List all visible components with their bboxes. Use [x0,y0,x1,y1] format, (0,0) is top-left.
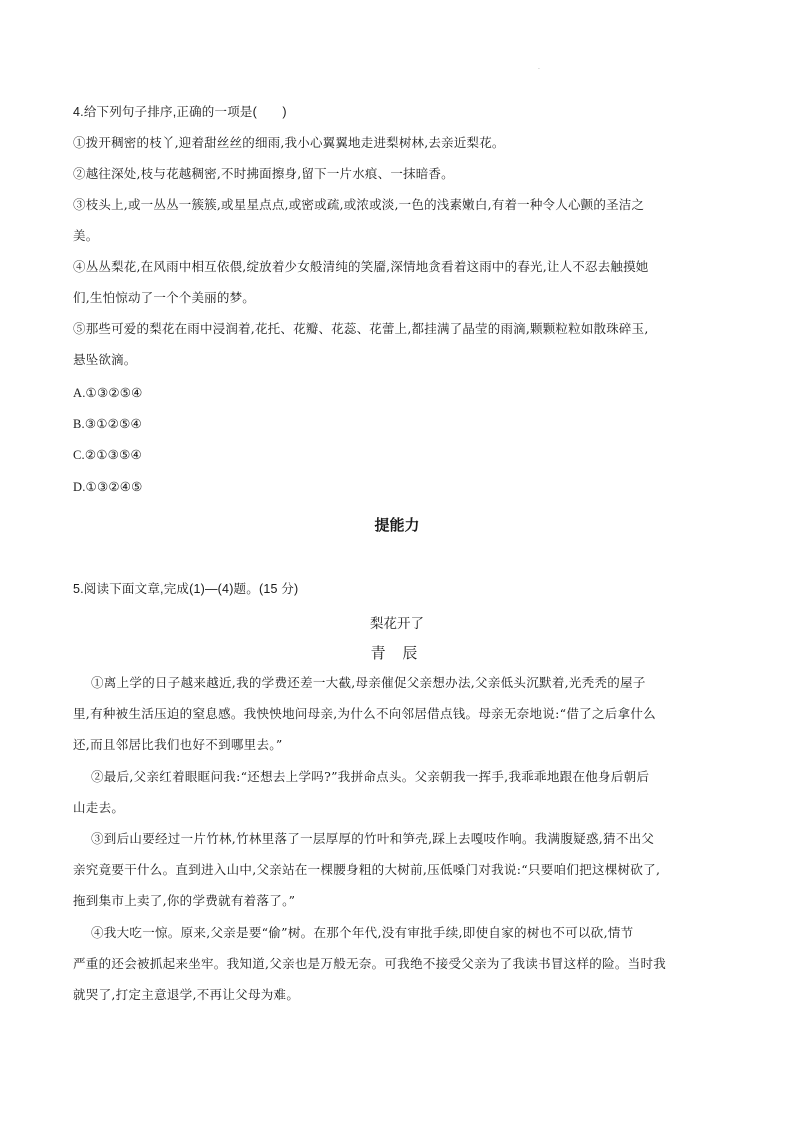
paragraph-line: 亲究竟要干什么。直到进入山中,父亲站在一棵腰身粗的大树前,压低嗓门对我说:“只要咱们把这棵树砍了, [73,862,661,877]
paragraph-line: ②最后,父亲红着眼眶问我:“还想去上学吗?”我拼命点头。父亲朝我一挥手,我乖乖地跟在他身后朝后 [91,769,650,784]
paragraph-2 [73,769,733,831]
sentence-4: ④丛丛梨花,在风雨中相互依偎,绽放着少女般清纯的笑靥,深情地贪看着这雨中的春光,让人不忍去触摸她 [73,259,649,274]
paragraph-line: ①离上学的日子越来越近,我的学费还差一大截,母亲催促父亲想办法,父亲低头沉默着,光秃秃的屋子 [91,675,646,690]
sentence-4-cont: 们,生怕惊动了一个个美丽的梦。 [73,290,255,305]
question-5-stem: 5.阅读下面文章,完成(1)—(4)题。(15 分) [73,582,299,596]
paragraph-line: ③到后山要经过一片竹林,竹林里落了一层厚厚的竹叶和笋壳,踩上去嘎吱作响。我满腹疑惑,猜不出父 [91,831,655,846]
sentence-1: ①拨开稠密的枝丫,迎着甜丝丝的细雨,我小心翼翼地走进梨树林,去亲近梨花。 [73,135,505,150]
paragraph-3 [73,831,733,924]
article-title: 梨花开了 [370,616,424,632]
page-mark: . [538,64,540,71]
sentence-3-cont: 美。 [73,228,99,243]
paragraph-4 [73,925,733,1018]
article-author: 青 辰 [370,644,424,662]
sentence-2: ②越往深处,枝与花越稠密,不时拂面擦身,留下一片水痕、一抹暗香。 [73,166,454,181]
sentence-5-cont: 悬坠欲滴。 [73,352,137,367]
option-d: D.①③②④⑤ [73,480,143,494]
option-b: B.③①②⑤④ [73,417,142,431]
paragraph-line: 里,有种被生活压迫的窒息感。我怏怏地问母亲,为什么不向邻居借点钱。母亲无奈地说:“借了之后拿什么 [73,706,656,721]
section-title: 提能力 [374,516,420,534]
sentence-3: ③枝头上,或一丛丛一簇簇,或星星点点,或密或疏,或浓或淡,一色的浅素嫩白,有着一种令人心颤的圣洁之 [73,197,645,212]
option-a: A.①③②⑤④ [73,386,143,400]
paragraph-line: 山走去。 [73,800,125,815]
paragraph-line: ④我大吃一惊。原来,父亲是要“偷”树。在那个年代,没有审批手续,即使自家的树也不可以砍,情节 [91,925,634,940]
paragraph-line: 严重的还会被抓起来坐牢。我知道,父亲也是万般无奈。可我绝不接受父亲为了我读书冒这样的险。当时我 [73,956,667,971]
question-4-stem: 4.给下列句子排序,正确的一项是( ) [73,105,287,119]
sentence-5: ⑤那些可爱的梨花在雨中浸润着,花托、花瓣、花蕊、花蕾上,都挂满了晶莹的雨滴,颗颗粒粒如散珠碎玉, [73,321,649,336]
paragraph-line: 就哭了,打定主意退学,不再让父母为难。 [73,987,300,1002]
paragraph-line: 还,而且邻居比我们也好不到哪里去。” [73,737,283,752]
option-c: C.②①③⑤④ [73,448,142,462]
paragraph-1 [73,675,733,768]
paragraph-line: 拖到集市上卖了,你的学费就有着落了。” [73,893,296,908]
